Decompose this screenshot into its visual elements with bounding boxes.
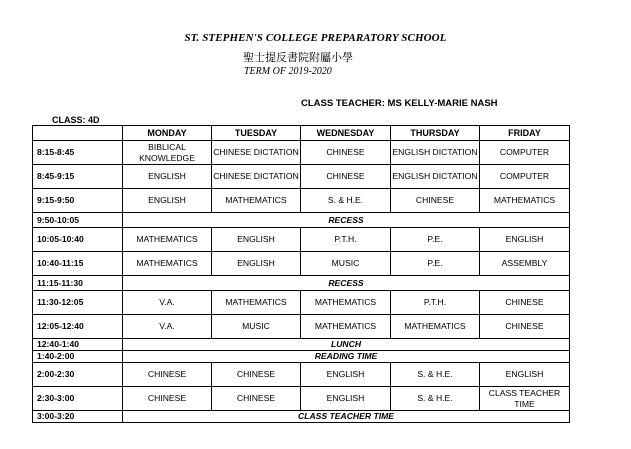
- time-slot: 9:50-10:05: [33, 213, 123, 228]
- time-slot: 12:05-12:40: [33, 315, 123, 339]
- subject-cell: MATHEMATICS: [123, 228, 212, 252]
- subject-cell: S. & H.E.: [391, 363, 480, 387]
- day-header: TUESDAY: [212, 126, 301, 141]
- day-header: FRIDAY: [480, 126, 570, 141]
- timetable-row: [33, 228, 570, 252]
- subject-cell: P.T.H.: [301, 228, 391, 252]
- time-slot: 9:15-9:50: [33, 189, 123, 213]
- subject-cell: ENGLISH: [480, 228, 570, 252]
- break-label: LUNCH: [123, 339, 570, 351]
- timetable-row: [33, 387, 570, 411]
- subject-cell: CHINESE: [301, 141, 391, 165]
- day-header: MONDAY: [123, 126, 212, 141]
- subject-cell: ENGLISH: [123, 165, 212, 189]
- break-label: CLASS TEACHER TIME: [123, 411, 570, 423]
- term-label: TERM OF 2019-2020: [244, 66, 332, 77]
- subject-cell: ENGLISH: [212, 252, 301, 276]
- day-header: WEDNESDAY: [301, 126, 391, 141]
- time-slot: 11:30-12:05: [33, 291, 123, 315]
- subject-cell: MATHEMATICS: [301, 291, 391, 315]
- subject-cell: CHINESE: [123, 387, 212, 411]
- time-slot: 11:15-11:30: [33, 276, 123, 291]
- subject-cell: CHINESE DICTATION: [212, 141, 301, 165]
- subject-cell: ENGLISH: [123, 189, 212, 213]
- subject-cell: MATHEMATICS: [480, 189, 570, 213]
- subject-cell: BIBLICAL KNOWLEDGE: [123, 141, 212, 165]
- school-name: ST. STEPHEN'S COLLEGE PREPARATORY SCHOOL: [184, 32, 447, 44]
- time-slot: 2:00-2:30: [33, 363, 123, 387]
- subject-cell: CHINESE DICTATION: [212, 165, 301, 189]
- time-column-header: [33, 126, 123, 141]
- time-slot: 12:40-1:40: [33, 339, 123, 351]
- subject-cell: V.A.: [123, 291, 212, 315]
- subject-cell: CHINESE: [212, 387, 301, 411]
- class-label: CLASS: 4D: [52, 115, 100, 125]
- subject-cell: MUSIC: [212, 315, 301, 339]
- timetable-row: [33, 165, 570, 189]
- timetable-header-row: [33, 126, 570, 141]
- break-label: READING TIME: [123, 351, 570, 363]
- class-teacher-label: CLASS TEACHER: MS KELLY-MARIE NASH: [301, 98, 498, 109]
- timetable-row: [33, 315, 570, 339]
- subject-cell: ENGLISH: [480, 363, 570, 387]
- timetable-break-row: [33, 351, 570, 363]
- time-slot: 8:15-8:45: [33, 141, 123, 165]
- subject-cell: P.E.: [391, 252, 480, 276]
- subject-cell: MATHEMATICS: [212, 291, 301, 315]
- subject-cell: ASSEMBLY: [480, 252, 570, 276]
- subject-cell: P.T.H.: [391, 291, 480, 315]
- timetable-row: [33, 363, 570, 387]
- timetable-row: [33, 141, 570, 165]
- subject-cell: P.E.: [391, 228, 480, 252]
- subject-cell: CHINESE: [123, 363, 212, 387]
- subject-cell: CHINESE: [480, 291, 570, 315]
- time-slot: 3:00-3:20: [33, 411, 123, 423]
- subject-cell: CLASS TEACHER TIME: [480, 387, 570, 411]
- subject-cell: COMPUTER: [480, 165, 570, 189]
- timetable-break-row: [33, 411, 570, 423]
- time-slot: 1:40-2:00: [33, 351, 123, 363]
- timetable-break-row: [33, 213, 570, 228]
- time-slot: 10:40-11:15: [33, 252, 123, 276]
- timetable-break-row: [33, 339, 570, 351]
- school-name-chinese: 聖士提反書院附屬小學: [243, 51, 353, 64]
- timetable-row: [33, 189, 570, 213]
- timetable-body: [33, 141, 570, 423]
- break-label: RECESS: [123, 276, 570, 291]
- subject-cell: ENGLISH DICTATION: [391, 141, 480, 165]
- subject-cell: ENGLISH DICTATION: [391, 165, 480, 189]
- subject-cell: S. & H.E.: [391, 387, 480, 411]
- time-slot: 10:05-10:40: [33, 228, 123, 252]
- timetable-row: [33, 291, 570, 315]
- subject-cell: CHINESE: [391, 189, 480, 213]
- subject-cell: CHINESE: [480, 315, 570, 339]
- break-label: RECESS: [123, 213, 570, 228]
- subject-cell: CHINESE: [212, 363, 301, 387]
- timetable-break-row: [33, 276, 570, 291]
- subject-cell: MATHEMATICS: [212, 189, 301, 213]
- time-slot: 2:30-3:00: [33, 387, 123, 411]
- subject-cell: COMPUTER: [480, 141, 570, 165]
- timetable: [32, 125, 570, 423]
- subject-cell: MATHEMATICS: [391, 315, 480, 339]
- subject-cell: ENGLISH: [301, 363, 391, 387]
- day-header: THURSDAY: [391, 126, 480, 141]
- time-slot: 8:45-9:15: [33, 165, 123, 189]
- subject-cell: CHINESE: [301, 165, 391, 189]
- subject-cell: S. & H.E.: [301, 189, 391, 213]
- subject-cell: MATHEMATICS: [301, 315, 391, 339]
- subject-cell: ENGLISH: [301, 387, 391, 411]
- subject-cell: ENGLISH: [212, 228, 301, 252]
- subject-cell: V.A.: [123, 315, 212, 339]
- timetable-row: [33, 252, 570, 276]
- subject-cell: MATHEMATICS: [123, 252, 212, 276]
- subject-cell: MUSIC: [301, 252, 391, 276]
